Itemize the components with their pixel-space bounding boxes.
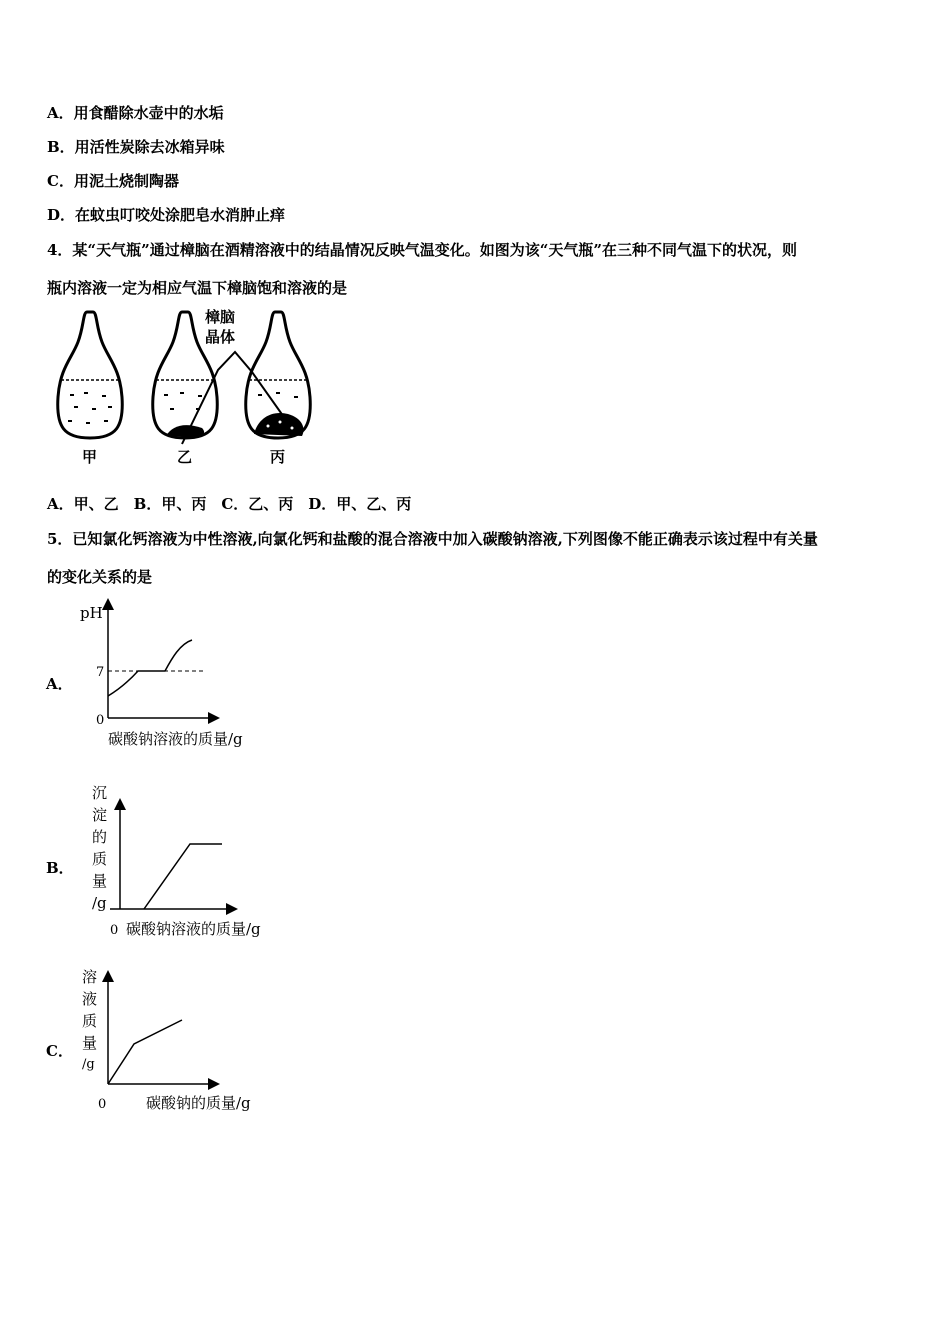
y-label-char: 溶	[82, 968, 98, 986]
q5-graph-b	[80, 778, 300, 943]
precipitate-line	[144, 844, 222, 909]
q4-stem-line2: 瓶内溶液一定为相应气温下樟脑饱和溶液的是	[47, 279, 348, 297]
q3-option-b: B．用活性炭除去冰箱异味	[47, 138, 225, 156]
bottle-label-bing: 丙	[270, 448, 286, 466]
x-axis-label: 碳酸钠的质量/g	[146, 1094, 251, 1112]
ph-curve	[108, 640, 192, 696]
y-label-char: 淀	[92, 806, 108, 824]
origin-label: 0	[110, 923, 119, 938]
q3-option-a: A．用食醋除水壶中的水垢	[47, 104, 224, 122]
y-label-char: /g	[92, 894, 107, 912]
y-label-char: 液	[82, 990, 98, 1008]
q5-stem-line2: 的变化关系的是	[47, 568, 153, 586]
solution-mass-line	[108, 1020, 182, 1084]
q5-graph-c-label: C．	[46, 1042, 73, 1060]
bottle-jia	[58, 312, 123, 438]
q5-graph-a	[70, 598, 290, 758]
bottle-label-jia: 甲	[82, 448, 98, 466]
y-label-char: 质	[92, 850, 108, 868]
y-label-char: 量	[82, 1034, 98, 1052]
q3-option-c: C．用泥土烧制陶器	[47, 172, 179, 190]
x-axis-label: 碳酸钠溶液的质量/g	[108, 730, 243, 748]
origin-label: 0	[98, 1097, 107, 1112]
bottle-label-yi: 乙	[177, 448, 193, 466]
q3-option-d: D．在蚊虫叮咬处涂肥皂水消肿止痒	[47, 206, 286, 224]
q5-stem-line1: 5．已知氯化钙溶液为中性溶液,向氯化钙和盐酸的混合溶液中加入碳酸钠溶液,下列图像不能正确表示该过程中有关量	[47, 530, 818, 548]
y-label-char: 的	[92, 828, 108, 846]
y-axis-label: pH	[80, 604, 103, 622]
y-label-char: /g	[82, 1057, 95, 1072]
origin-label: 0	[96, 713, 105, 728]
x-axis-label: 碳酸钠溶液的质量/g	[126, 920, 261, 938]
q4-options: A．甲、乙 B．甲、丙 C．乙、丙 D．甲、乙、丙	[47, 495, 412, 513]
q4-stem-line1: 4．某“天气瓶”通过樟脑在酒精溶液中的结晶情况反映气温变化。如图为该“天气瓶”在三种不同气温下的状况，则	[47, 241, 797, 259]
q5-graph-a-label: A．	[46, 675, 73, 693]
q5-graph-c	[70, 962, 290, 1117]
crystal-label-line1: 樟脑	[205, 308, 236, 326]
y-label-char: 质	[82, 1012, 98, 1030]
bottle-bing	[246, 312, 311, 438]
crystal-label-line2: 晶体	[205, 328, 236, 346]
y-label-char: 沉	[92, 784, 108, 802]
y-tick-7: 7	[96, 665, 105, 680]
q5-graph-b-label: B．	[46, 859, 74, 877]
y-label-char: 量	[92, 872, 108, 890]
weather-bottle-figure	[50, 302, 320, 472]
